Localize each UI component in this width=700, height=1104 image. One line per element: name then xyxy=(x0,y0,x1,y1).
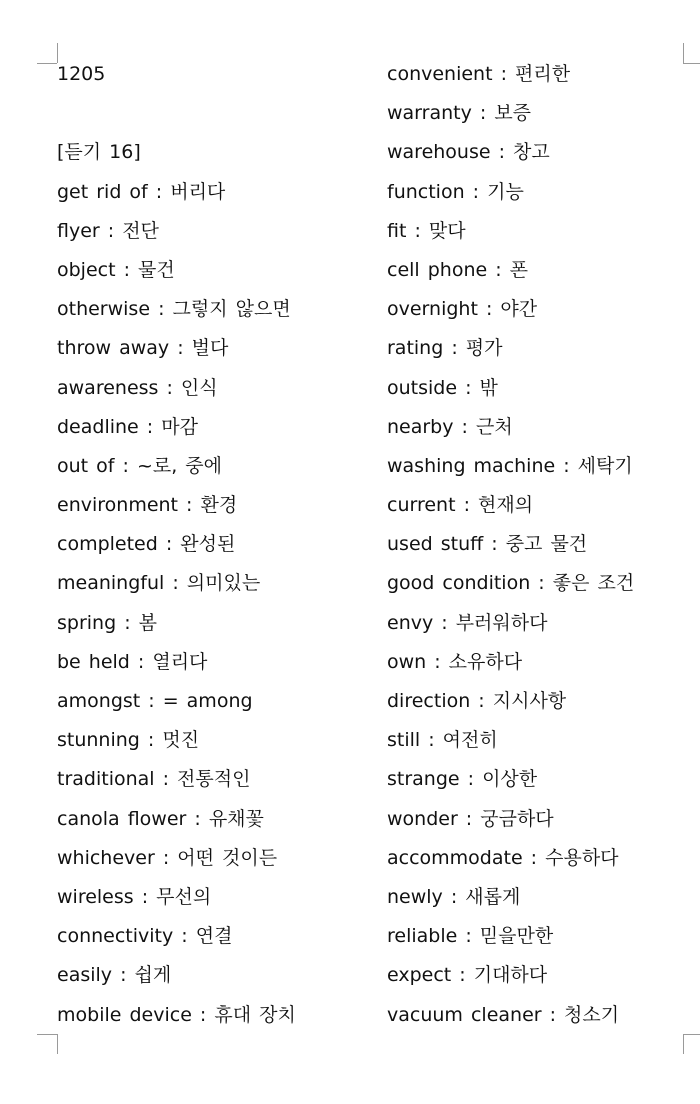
section-heading: [듣기 16] xyxy=(57,141,141,164)
vocab-entry: amongst : = among xyxy=(57,690,253,712)
vocab-entry: function : 기능 xyxy=(387,180,524,203)
vocab-entry: reliable : 믿을만한 xyxy=(387,925,554,948)
vocab-entry: fit : 맞다 xyxy=(387,219,466,242)
left-vocab-list xyxy=(57,173,357,1035)
vocab-entry: nearby : 근처 xyxy=(387,415,513,438)
vocab-entry: stunning : 멋진 xyxy=(57,729,200,752)
vocab-entry: canola flower : 유채꽃 xyxy=(57,807,264,830)
vocab-entry: still : 여전히 xyxy=(387,729,498,752)
right-vocab-list xyxy=(387,55,687,1035)
vocab-entry: completed : 완성된 xyxy=(57,533,236,556)
vocab-entry: flyer : 전단 xyxy=(57,219,159,242)
vocab-entry: out of : ~로, 중에 xyxy=(57,454,223,477)
vocab-entry: environment : 환경 xyxy=(57,494,238,517)
vocab-entry: warehouse : 창고 xyxy=(387,141,550,164)
vocab-entry: otherwise : 그렇지 않으면 xyxy=(57,298,291,321)
vocab-entry: meaningful : 의미있는 xyxy=(57,572,261,595)
vocab-entry: throw away : 벌다 xyxy=(57,337,229,360)
vocab-entry: convenient : 편리한 xyxy=(387,63,571,85)
vocab-entry: connectivity : 연결 xyxy=(57,925,233,948)
page-number: 1205 xyxy=(57,63,106,85)
crop-mark-top-left-h xyxy=(37,63,57,64)
vocab-entry: wireless : 무선의 xyxy=(57,885,212,908)
vocab-entry: rating : 평가 xyxy=(387,337,503,360)
vocab-entry: deadline : 마감 xyxy=(57,415,198,438)
vocab-entry: be held : 열리다 xyxy=(57,650,208,673)
crop-mark-bottom-right-v xyxy=(683,1034,684,1054)
vocab-entry: wonder : 궁금하다 xyxy=(387,807,554,830)
left-column xyxy=(57,55,357,1035)
vocab-entry: strange : 이상한 xyxy=(387,768,538,791)
vocab-entry: own : 소유하다 xyxy=(387,650,523,673)
vocab-entry: overnight : 야간 xyxy=(387,298,538,321)
vocab-entry: cell phone : 폰 xyxy=(387,258,529,281)
vocab-entry: traditional : 전통적인 xyxy=(57,768,251,791)
vocab-entry: spring : 봄 xyxy=(57,611,157,634)
vocab-entry: warranty : 보증 xyxy=(387,102,532,125)
vocab-entry: mobile device : 휴대 장치 xyxy=(57,1003,296,1026)
vocab-entry: outside : 밖 xyxy=(387,376,498,399)
vocab-entry: vacuum cleaner : 청소기 xyxy=(387,1003,620,1026)
blank-line xyxy=(57,94,357,133)
vocab-entry: awareness : 인식 xyxy=(57,376,218,399)
vocab-entry: washing machine : 세탁기 xyxy=(387,454,633,477)
crop-mark-bottom-left-h xyxy=(37,1034,57,1035)
right-column xyxy=(387,55,687,1035)
vocab-entry: direction : 지시사항 xyxy=(387,690,567,712)
vocab-entry: expect : 기대하다 xyxy=(387,964,548,987)
vocab-entry: easily : 쉽게 xyxy=(57,964,172,987)
vocab-entry: object : 물건 xyxy=(57,258,175,281)
vocab-entry: accommodate : 수용하다 xyxy=(387,846,619,869)
vocab-entry: whichever : 어떤 것이든 xyxy=(57,846,278,869)
vocab-entry: current : 현재의 xyxy=(387,494,534,517)
vocab-entry: get rid of : 버리다 xyxy=(57,180,226,203)
crop-mark-bottom-left-v xyxy=(57,1034,58,1054)
vocab-entry: used stuff : 중고 물건 xyxy=(387,533,588,556)
vocab-entry: newly : 새롭게 xyxy=(387,885,521,908)
vocab-entry: good condition : 좋은 조건 xyxy=(387,572,635,595)
vocab-entry: envy : 부러워하다 xyxy=(387,611,548,634)
